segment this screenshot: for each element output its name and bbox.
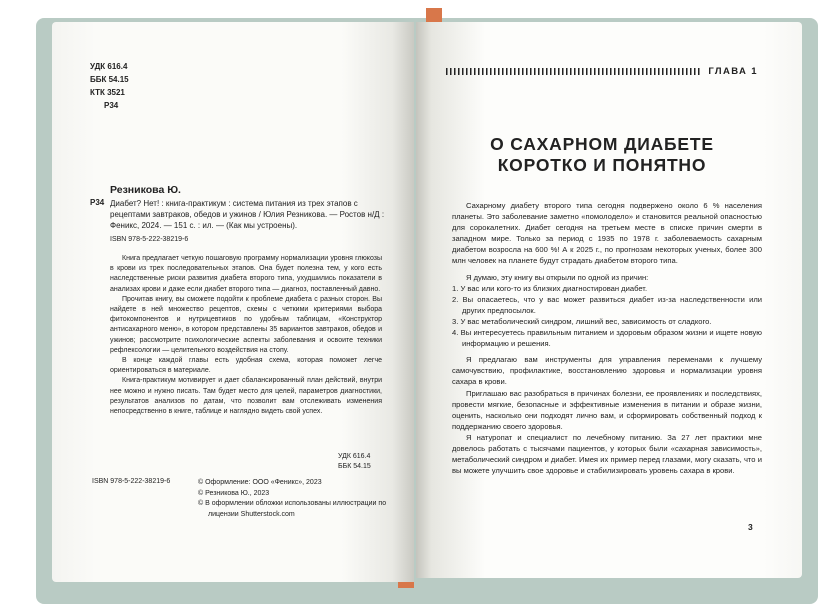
reason-item: 4. Вы интересуетесь правильным питанием и здоровым образом жизни и ищете новую информацию и решения.	[452, 328, 762, 349]
annotation	[110, 254, 382, 417]
copyright-line: © Резникова Ю., 2023	[198, 489, 270, 497]
reason-item: 1. У вас или кого-то из близких диагностирован диабет.	[452, 283, 648, 293]
body-paragraph: Я думаю, эту книгу вы открыли по одной из причин:	[466, 272, 649, 282]
shelf-code: Р34	[90, 198, 105, 207]
udk-repeat-line: УДК 616.4	[338, 453, 371, 460]
chapter-body	[452, 200, 762, 476]
body-paragraph: Я натуропат и специалист по лечебному питанию. За 27 лет практики мне довелось работать с тысячами пациентов, у которых были «сахарная зависимость», метаболический синдром и диабет. Имея их пример перед глазами, могу сказать, что и вы можете улучшить свое здоровье и стабилизировать уровень сахара в крови.	[452, 432, 762, 476]
classification-codes	[90, 60, 129, 112]
chapter-title-line: КОРОТКО И ПОНЯТНО	[497, 155, 707, 175]
reason-item: 3. У вас метаболический синдром, лишний вес, зависимость от сладкого.	[452, 316, 712, 326]
annotation-paragraph: Книга предлагает четкую пошаговую программу нормализации уровня глюкозы в крови из трех последовательных этапов. Она будет полезна тем, у кого есть наследственные риски развития диабета второго типа, ухудшились показатели в анализах крови и даже если диабет второго типа — диагноз, поставленный давно.	[110, 255, 382, 293]
annotation-paragraph: В конце каждой главы есть удобная схема, которая поможет легче ориентироваться в материале.	[110, 357, 382, 375]
body-paragraph: Сахарному диабету второго типа сегодня подвержено около 6 % населения планеты. Это заболевание заметно «помолодело» и становится реальной опасностью для сорокалетних. Диабет сегодня на третьем месте в списке причин смерти в западном мире. Только за период с 1935 по 1978 г. заболеваемость сахарным диабетом возросла на 600 %! А к 2025 г., по прогнозам некоторых ученых, более 300 млн человек на планете будут страдать диабетом второго типа.	[452, 201, 762, 266]
udk-code: УДК 616.4	[90, 62, 128, 71]
chapter-label: ГЛАВА 1	[708, 66, 758, 77]
right-page	[416, 22, 802, 578]
chapter-title-line: О САХАРНОМ ДИАБЕТЕ	[490, 134, 714, 154]
reason-item: 2. Вы опасаетесь, что у вас может развиться диабет из-за наследственности или других предпосылок.	[452, 294, 762, 315]
copyright-line: © Оформление: ООО «Феникс», 2023	[198, 479, 322, 486]
body-paragraph: Я предлагаю вам инструменты для управления переменами к лучшему самочувствию, профилактике, восстановлению здоровья и нормализации уровня сахара в крови.	[452, 355, 762, 387]
annotation-paragraph: Книга-практикум мотивирует и дает сбалансированный план действий, внутри нее можно и нужно писать. Там будет место для целей, параметров диагностики, результатов анализов по датам, что позволит вам отслеживать изменения непосредственно в книге, таблице и наглядно видеть свой успех.	[110, 377, 382, 416]
left-page	[52, 22, 414, 582]
chapter-header	[446, 66, 758, 77]
bbk-repeat-line: ББК 54.15	[338, 463, 371, 470]
bbk-code: ББК 54.15	[90, 75, 129, 84]
author-mark: Р34	[104, 101, 119, 110]
isbn-repeat: ISBN 978-5-222-38219-6	[92, 478, 171, 485]
copyright-line: © В оформлении обложки использованы иллюстрации по лицензии Shutterstock.com	[198, 500, 387, 518]
page-number: 3	[748, 522, 753, 532]
annotation-paragraph: Прочитав книгу, вы сможете подойти к проблеме диабета с разных сторон. Вы найдете в ней множество рецептов, схемы с четкими критериями выбора фитокомпонентов и нутрицевтиков по удобным таблицам, «Конструктор антисахарного меню», в котором представлены 35 вариантов завтраков, обедов и ужинов; рассмотрите психологические аспекты заболевания и освоите техники рефлексологии — целительного воздействия на стопу.	[110, 295, 382, 354]
body-paragraph: Приглашаю вас разобраться в причинах болезни, ее проявлениях и последствиях, провести мягкие, безопасные и эффективные изменения в питании и образе жизни, оценить, насколько они подходят лично вам, и сформировать собственный подход к поддержанию своего здоровья.	[452, 388, 762, 431]
ktk-code: КТК 3521	[90, 88, 125, 97]
bibliographic-record: Диабет? Нет! : книга-практикум : система питания из трех этапов с рецептами завтраков, обедов и ужинов / Юлия Резникова. — Ростов н/Д : Феникс, 2024. — 151 с. : ил. — (Как мы устроены).	[110, 199, 385, 230]
udk-repeat	[338, 452, 371, 472]
author-name: Резникова Ю.	[110, 184, 181, 196]
copyright-block	[198, 478, 388, 520]
isbn: ISBN 978-5-222-38219-6	[110, 236, 189, 243]
chapter-title	[450, 134, 754, 176]
chapter-rule	[446, 68, 702, 75]
